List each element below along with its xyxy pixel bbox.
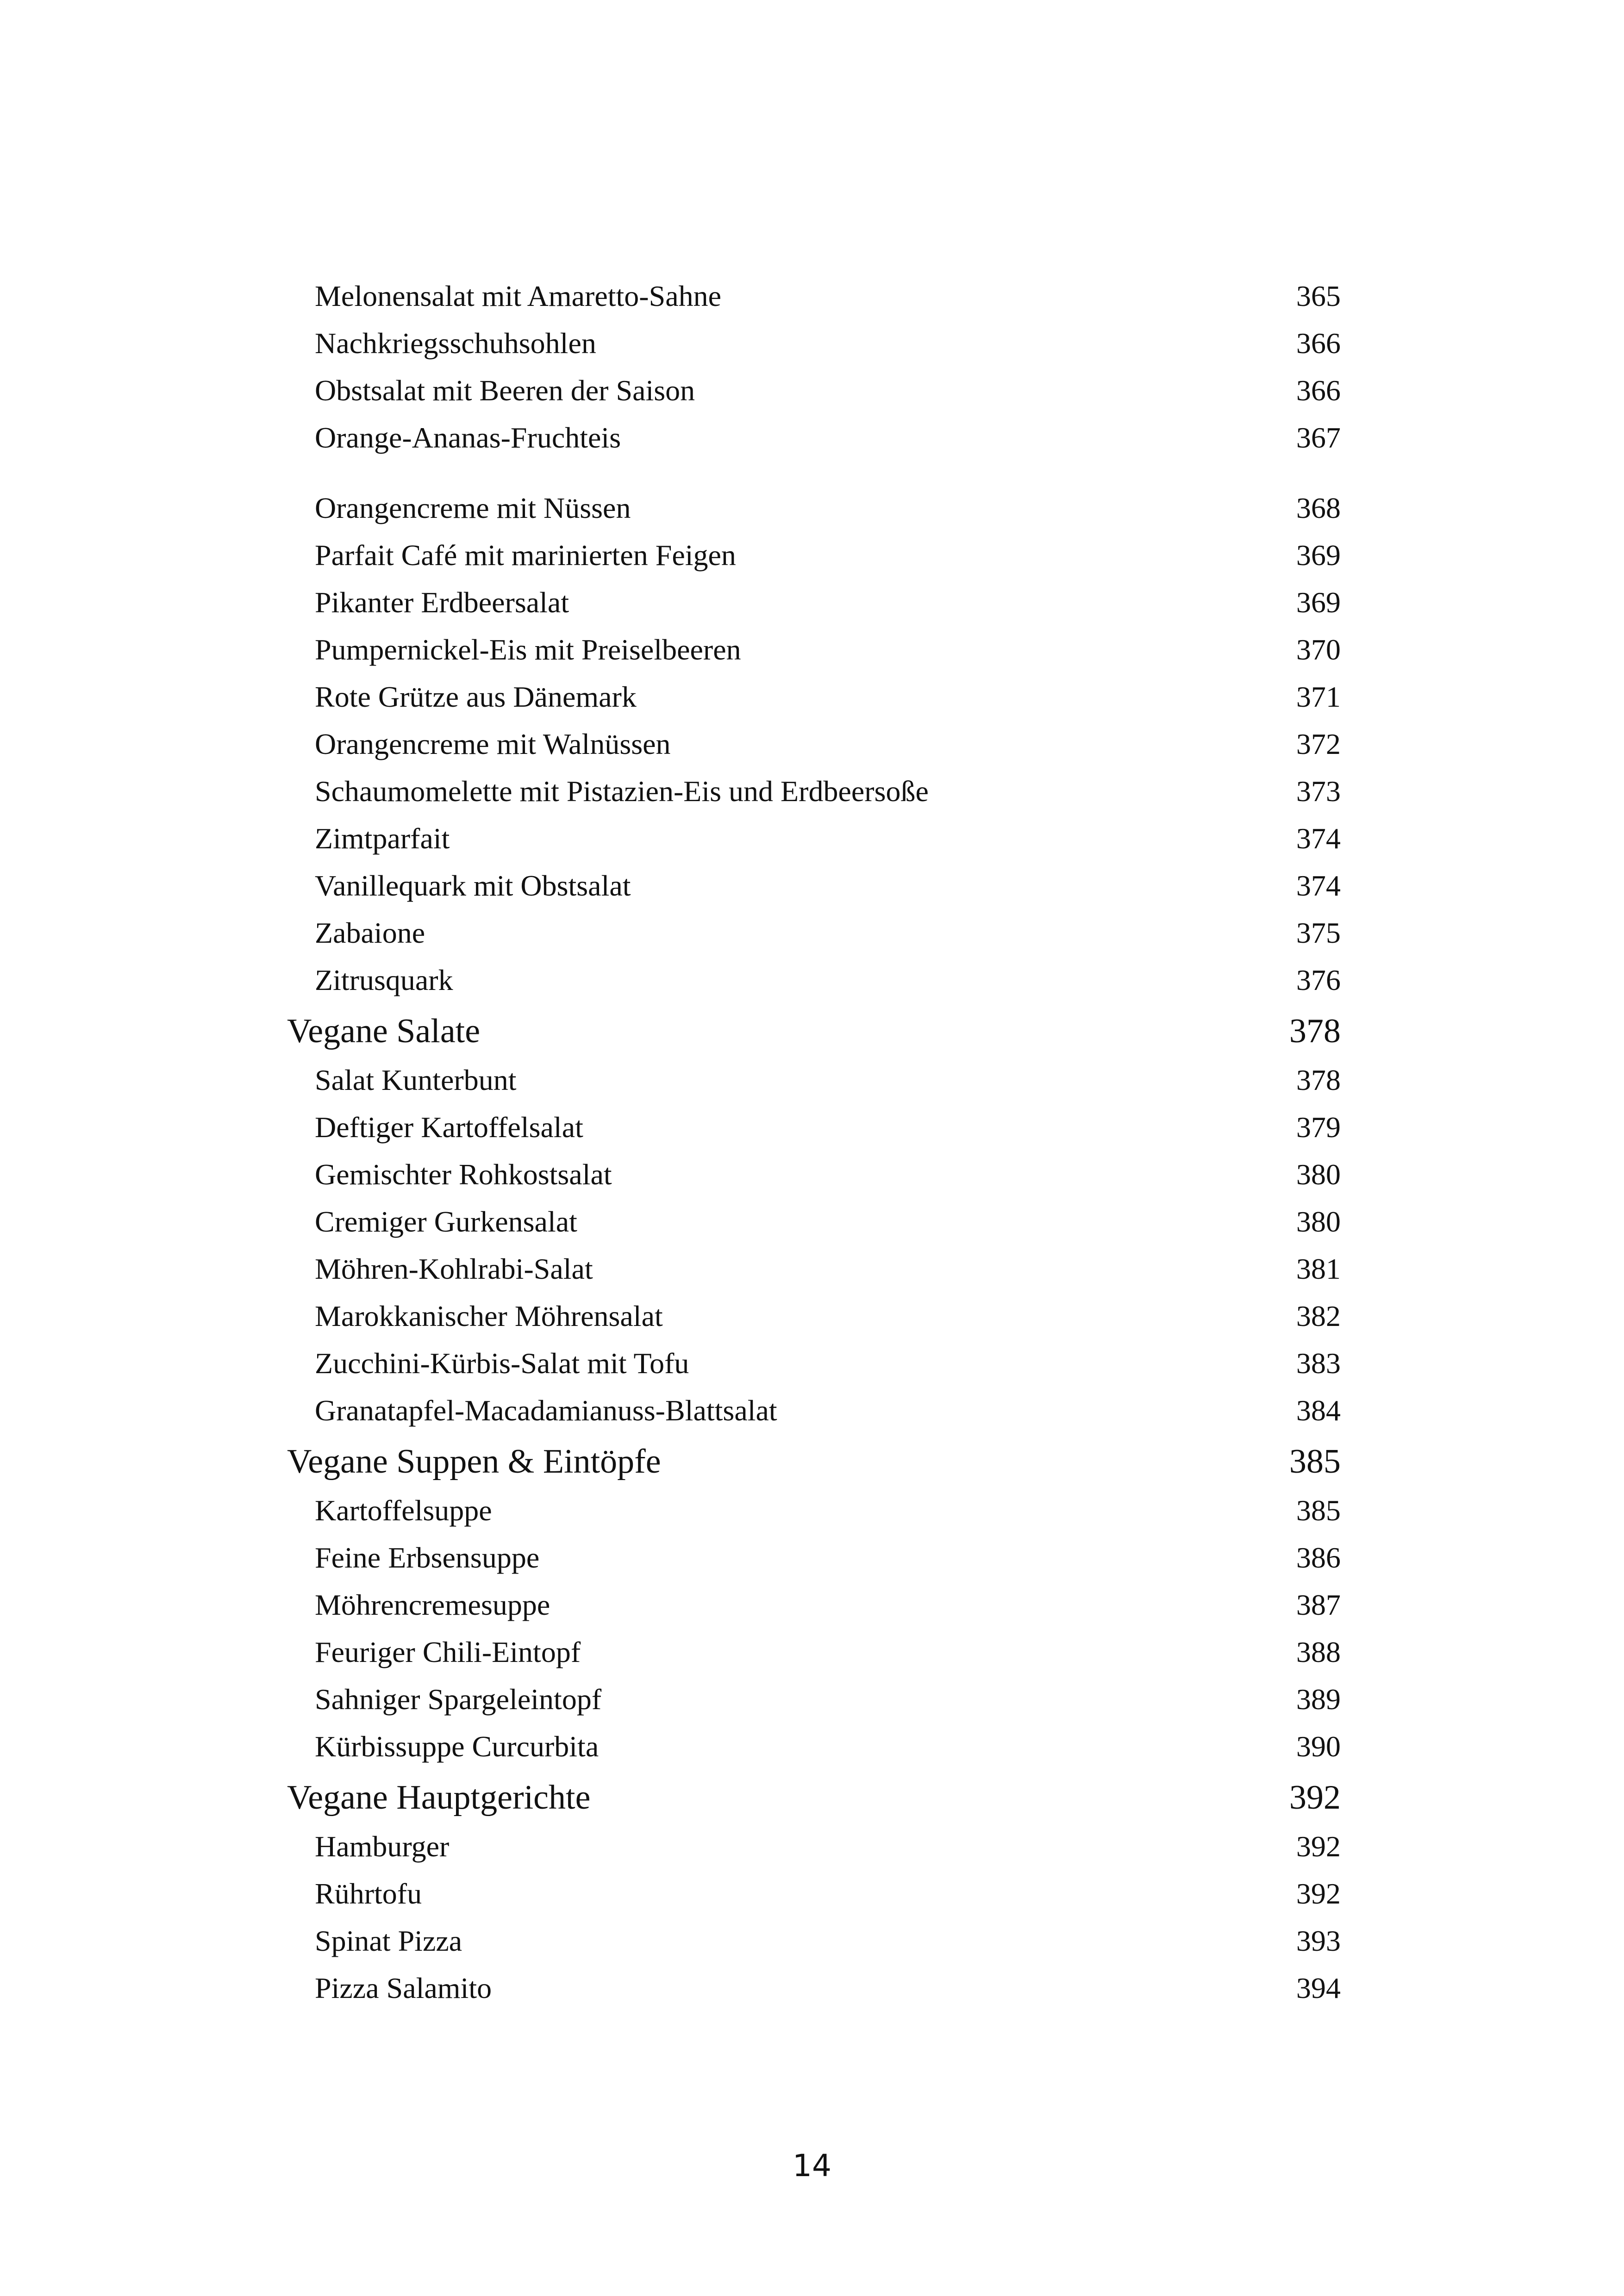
page-ref: 393 [1296, 1924, 1341, 1957]
page-ref: 389 [1296, 1683, 1341, 1716]
toc-entry [287, 1582, 1341, 1628]
toc-entry [287, 1104, 1341, 1151]
page-ref: 383 [1296, 1347, 1341, 1380]
entry-title: Zabaione [315, 916, 425, 949]
toc-entry [287, 1871, 1341, 1917]
page-ref: 374 [1296, 869, 1341, 902]
toc-section-heading [287, 1008, 1341, 1054]
entry-title: Gemischter Rohkostsalat [315, 1158, 612, 1191]
entry-title: Granatapfel-Macadamianuss-Blattsalat [315, 1394, 777, 1427]
page-ref: 370 [1296, 633, 1341, 666]
page-ref: 392 [1296, 1830, 1341, 1863]
entry-title: Pizza Salamito [315, 1972, 492, 2004]
entry-title: Möhrencremesuppe [315, 1588, 550, 1621]
entry-title: Sahniger Spargeleintopf [315, 1683, 602, 1716]
toc-entry [287, 910, 1341, 956]
toc-entry [287, 367, 1341, 414]
entry-title: Feuriger Chili-Eintopf [315, 1636, 581, 1668]
page-ref: 373 [1296, 775, 1341, 808]
page-ref: 378 [1289, 1012, 1341, 1050]
toc-entry [287, 415, 1341, 461]
toc-entry [287, 721, 1341, 767]
page-ref: 369 [1296, 586, 1341, 619]
toc-entry [287, 815, 1341, 862]
page-ref: 388 [1296, 1636, 1341, 1668]
toc-entry [287, 1340, 1341, 1387]
toc-entry [287, 1629, 1341, 1675]
page-ref: 390 [1296, 1730, 1341, 1763]
toc-entry [287, 1965, 1341, 2011]
entry-title: Parfait Café mit marinierten Feigen [315, 539, 736, 572]
entry-title: Zimtparfait [315, 822, 450, 855]
page-ref: 385 [1296, 1494, 1341, 1527]
page-ref: 380 [1296, 1205, 1341, 1238]
page-ref: 372 [1296, 728, 1341, 760]
section-title: Vegane Salate [287, 1012, 481, 1050]
page-ref: 365 [1296, 280, 1341, 312]
toc-entry [287, 485, 1341, 531]
toc-entry [287, 1388, 1341, 1434]
page-ref: 386 [1296, 1541, 1341, 1574]
entry-title: Schaumomelette mit Pistazien-Eis und Erdbeersoße [315, 775, 929, 808]
page-ref: 380 [1296, 1158, 1341, 1191]
entry-title: Spinat Pizza [315, 1924, 462, 1957]
page-ref: 367 [1296, 421, 1341, 454]
page-ref: 378 [1296, 1064, 1341, 1096]
entry-title: Obstsalat mit Beeren der Saison [315, 374, 695, 407]
entry-title: Möhren-Kohlrabi-Salat [315, 1252, 593, 1285]
toc-entry [287, 579, 1341, 626]
page-ref: 366 [1296, 327, 1341, 360]
page-ref: 392 [1296, 1877, 1341, 1910]
entry-title: Vanillequark mit Obstsalat [315, 869, 631, 902]
page-ref: 376 [1296, 964, 1341, 996]
page-ref: 385 [1289, 1443, 1341, 1481]
entry-title: Orangencreme mit Walnüssen [315, 728, 671, 760]
entry-title: Kartoffelsuppe [315, 1494, 492, 1527]
entry-title: Pikanter Erdbeersalat [315, 586, 569, 619]
page-number: 14 [793, 2148, 831, 2184]
toc-entry [287, 273, 1341, 319]
entry-title: Hamburger [315, 1830, 450, 1863]
toc-section-heading [287, 1438, 1341, 1485]
toc-entry [287, 768, 1341, 815]
page-ref: 387 [1296, 1588, 1341, 1621]
entry-title: Zitrusquark [315, 964, 453, 996]
page-ref: 384 [1296, 1394, 1341, 1427]
toc-entry [287, 1918, 1341, 1964]
entry-title: Feine Erbsensuppe [315, 1541, 540, 1574]
entry-title: Nachkriegsschuhsohlen [315, 327, 596, 360]
page-ref: 375 [1296, 916, 1341, 949]
toc-entry [287, 627, 1341, 673]
page-ref: 371 [1296, 680, 1341, 713]
page-ref: 381 [1296, 1252, 1341, 1285]
toc-entry [287, 1151, 1341, 1198]
entry-title: Salat Kunterbunt [315, 1064, 517, 1096]
toc-entry [287, 1535, 1341, 1581]
toc-entry [287, 320, 1341, 367]
page-ref: 394 [1296, 1972, 1341, 2004]
page-ref: 392 [1289, 1779, 1341, 1817]
toc-entry [287, 957, 1341, 1003]
page-ref: 379 [1296, 1111, 1341, 1144]
toc-entry [287, 532, 1341, 579]
entry-title: Zucchini-Kürbis-Salat mit Tofu [315, 1347, 689, 1380]
entry-title: Melonensalat mit Amaretto-Sahne [315, 280, 721, 312]
toc-entry [287, 1823, 1341, 1870]
toc-entry [287, 1676, 1341, 1723]
page-ref: 369 [1296, 539, 1341, 572]
entry-title: Cremiger Gurkensalat [315, 1205, 577, 1238]
toc-entry [287, 1057, 1341, 1103]
entry-title: Orange-Ananas-Fruchteis [315, 421, 621, 454]
page-ref: 366 [1296, 374, 1341, 407]
entry-title: Orangencreme mit Nüssen [315, 492, 631, 524]
toc-entry [287, 1487, 1341, 1534]
entry-title: Rote Grütze aus Dänemark [315, 680, 637, 713]
section-title: Vegane Suppen & Eintöpfe [287, 1443, 661, 1481]
page-ref: 368 [1296, 492, 1341, 524]
toc-entry [287, 1724, 1341, 1770]
entry-title: Rührtofu [315, 1877, 422, 1910]
page-ref: 382 [1296, 1300, 1341, 1332]
entry-title: Kürbissuppe Curcurbita [315, 1730, 599, 1763]
section-title: Vegane Hauptgerichte [287, 1779, 591, 1817]
entry-title: Marokkanischer Möhrensalat [315, 1300, 663, 1332]
page-ref: 374 [1296, 822, 1341, 855]
entry-title: Pumpernickel-Eis mit Preiselbeeren [315, 633, 741, 666]
toc-entry [287, 1199, 1341, 1245]
toc-section-heading [287, 1774, 1341, 1821]
entry-title: Deftiger Kartoffelsalat [315, 1111, 583, 1144]
toc-entry [287, 1246, 1341, 1292]
toc-entry [287, 1293, 1341, 1339]
toc-entry [287, 674, 1341, 720]
toc-entry [287, 863, 1341, 909]
